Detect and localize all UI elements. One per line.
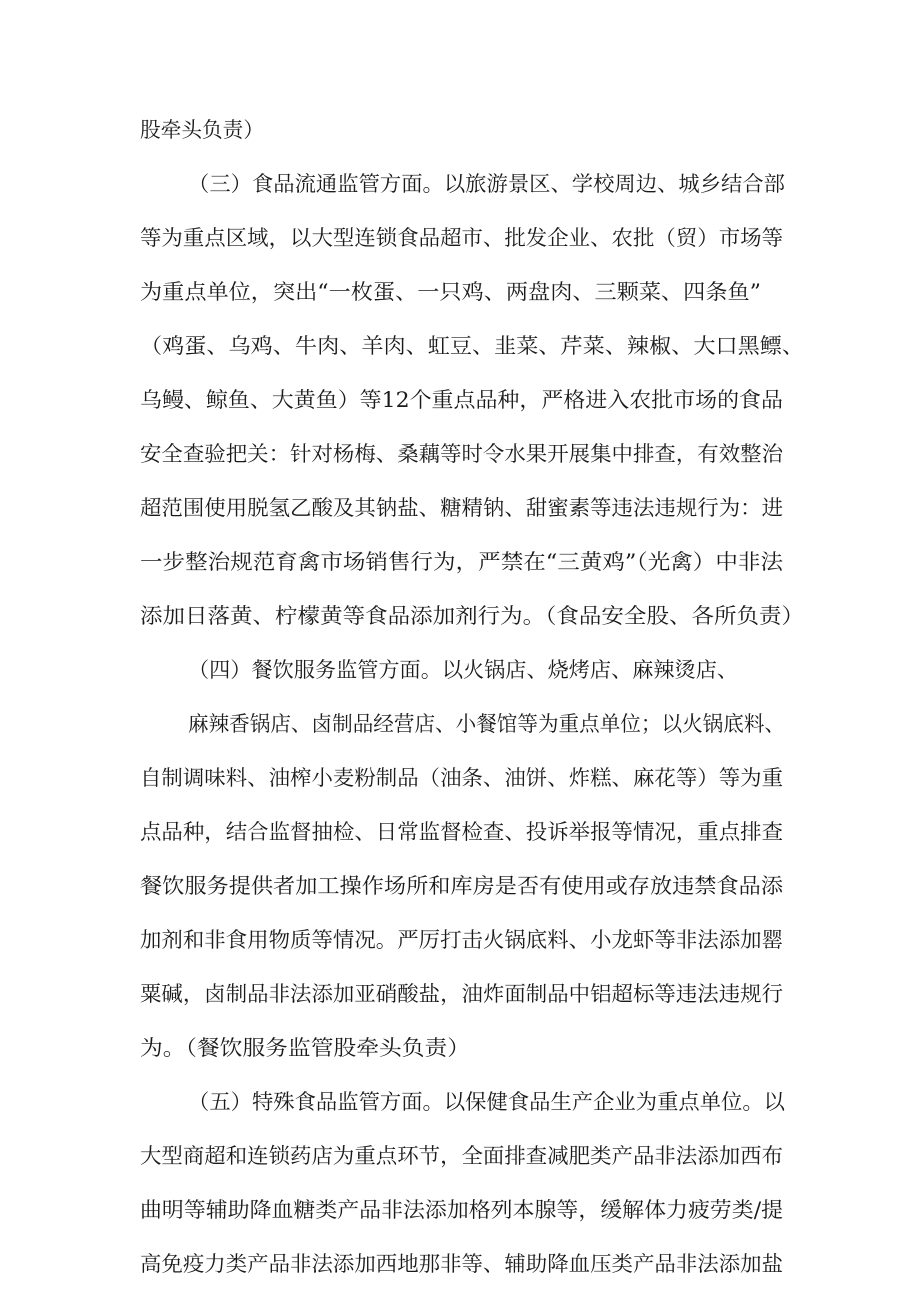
text-line bbox=[0, 1244, 920, 1284]
text-line-content: 大型商超和连锁药店为重点环节，全面排查减肥类产品非法添加西布 bbox=[140, 1144, 783, 1168]
text-line-content: 一步整治规范育禽市场销售行为，严禁在“三黄鸡”（光禽）中非法 bbox=[140, 550, 783, 574]
text-line bbox=[0, 326, 920, 366]
text-line bbox=[0, 542, 920, 582]
text-line-content: 为。（餐饮服务监管股牵头负责） bbox=[140, 1036, 470, 1060]
text-line bbox=[0, 650, 920, 690]
text-line bbox=[0, 434, 920, 474]
text-line-content: 安全查验把关：针对杨梅、桑藕等时令水果开展集中排查，有效整治 bbox=[140, 442, 783, 466]
text-line bbox=[0, 218, 920, 258]
text-line-content: 股牵头负责） bbox=[140, 118, 264, 142]
text-line-content: 高免疫力类产品非法添加西地那非等、辅助降血压类产品非法添加盐 bbox=[140, 1252, 783, 1276]
text-line-content: 餐饮服务提供者加工操作场所和库房是否有使用或存放违禁食品添 bbox=[140, 874, 784, 898]
text-line bbox=[0, 272, 920, 312]
text-line-content: （三）食品流通监管方面。以旅游景区、学校周边、城乡结合部 bbox=[188, 172, 785, 196]
text-line-content: 等为重点区域，以大型连锁食品超市、批发企业、农批（贸）市场等 bbox=[140, 226, 783, 250]
text-line bbox=[0, 758, 920, 798]
text-line bbox=[0, 920, 920, 960]
text-line-content: 超范围使用脱氢乙酸及其钠盐、糖精钠、甜蜜素等违法违规行为：进 bbox=[140, 496, 783, 520]
text-line bbox=[0, 488, 920, 528]
text-line-content: 自制调味料、油榨小麦粉制品（油条、油饼、炸糕、麻花等）等为重 bbox=[140, 766, 783, 790]
text-line-content: （四）餐饮服务监管方面。以火锅店、烧烤店、麻辣烫店、 bbox=[188, 658, 738, 682]
text-line bbox=[0, 164, 920, 204]
text-line bbox=[0, 866, 920, 906]
text-line bbox=[0, 110, 920, 150]
text-line-content: （鸡蛋、乌鸡、牛肉、羊肉、虹豆、韭菜、芹菜、辣椒、大口黑鳔、 bbox=[140, 334, 805, 358]
text-line-content: 加剂和非食用物质等情况。严厉打击火锅底料、小龙虾等非法添加罂 bbox=[140, 928, 783, 952]
text-line-content: 乌鳗、鲸鱼、大黄鱼）等12个重点品种，严格进入农批市场的食品 bbox=[140, 388, 783, 412]
text-line-content: 麻辣香锅店、卤制品经营店、小餐馆等为重点单位；以火锅底料、 bbox=[188, 712, 785, 736]
text-line bbox=[0, 812, 920, 852]
text-line bbox=[0, 974, 920, 1014]
text-line bbox=[0, 596, 920, 636]
text-line-content: 为重点单位，突出“一枚蛋、一只鸡、两盘肉、三颗菜、四条鱼” bbox=[140, 280, 761, 304]
text-line-content: 粟碱，卤制品非法添加亚硝酸盐，油炸面制品中铝超标等违法违规行 bbox=[140, 982, 783, 1006]
text-line-content: （五）特殊食品监管方面。以保健食品生产企业为重点单位。以 bbox=[188, 1090, 785, 1114]
text-line bbox=[0, 380, 920, 420]
text-line-content: 点品种，结合监督抽检、日常监督检查、投诉举报等情况，重点排查 bbox=[140, 820, 783, 844]
text-line bbox=[0, 1136, 920, 1176]
text-line bbox=[0, 1082, 920, 1122]
text-line bbox=[0, 1028, 920, 1068]
text-line bbox=[0, 704, 920, 744]
text-line-content: 曲明等辅助降血糖类产品非法添加格列本腺等，缓解体力疲劳类/提 bbox=[140, 1198, 783, 1222]
text-line bbox=[0, 1190, 920, 1230]
text-line-content: 添加日落黄、柠檬黄等食品添加剂行为。（食品安全股、各所负责） bbox=[140, 604, 805, 628]
